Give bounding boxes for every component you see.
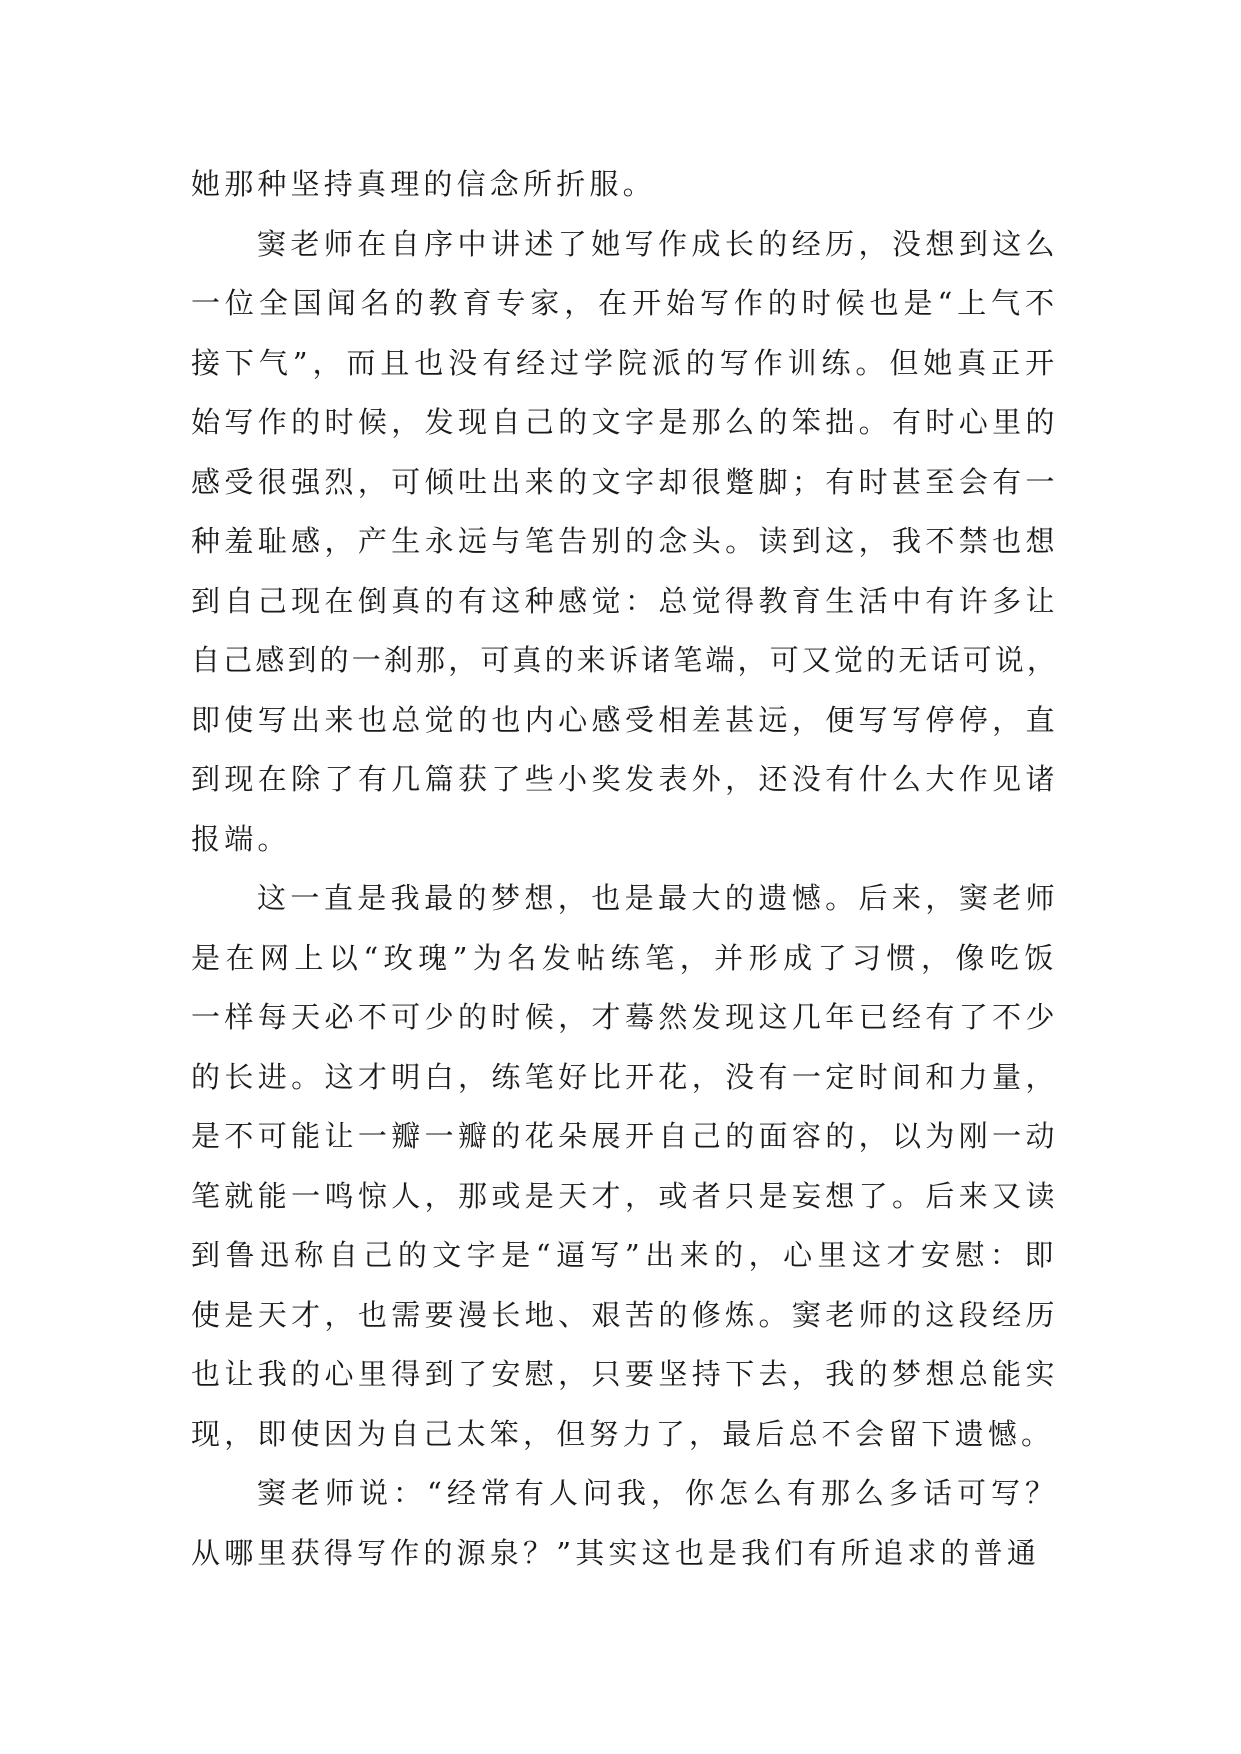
- text-line: 即使写出来也总觉的也内心感受相差甚远，便写写停停，直: [191, 702, 1059, 737]
- text-line: 笔就能一鸣惊人，那或是天才，或者只是妄想了。后来又读: [191, 1178, 1059, 1213]
- text-line: 是在网上以“玫瑰”为名发帖练笔，并形成了习惯，像吃饭: [191, 940, 1059, 975]
- text-line: 的长进。这才明白，练笔好比开花，没有一定时间和力量，: [191, 1059, 1059, 1094]
- text-line: 接下气”，而且也没有经过学院派的写作训练。但她真正开: [191, 345, 1060, 380]
- text-line: 一位全国闻名的教育专家，在开始写作的时候也是“上气不: [191, 286, 1060, 320]
- text-line: 是不可能让一瓣一瓣的花朵展开自己的面容的，以为刚一动: [191, 1119, 1059, 1153]
- body-text: [191, 155, 1059, 1583]
- text-line: 报端。: [191, 821, 291, 856]
- text-line: 从哪里获得写作的源泉？”其实这也是我们有所追求的普通: [191, 1535, 1041, 1570]
- paragraph-first-line: 窦老师说：“经常有人问我，你怎么有那么多话可写？: [257, 1476, 1060, 1510]
- text-line: 也让我的心里得到了安慰，只要坚持下去，我的梦想总能实: [191, 1357, 1059, 1391]
- text-line: 到鲁迅称自己的文字是“逼写”出来的，心里这才安慰：即: [191, 1238, 1059, 1272]
- text-line: 现，即使因为自己太笨，但努力了，最后总不会留下遗憾。: [191, 1416, 1055, 1451]
- paragraph-first-line: 窦老师在自序中讲述了她写作成长的经历，没想到这么: [257, 226, 1060, 261]
- text-line: 种羞耻感，产生永远与笔告别的念头。读到这，我不禁也想: [191, 524, 1059, 558]
- text-line: 到现在除了有几篇获了些小奖发表外，还没有什么大作见诸: [191, 762, 1059, 796]
- text-line: 感受很强烈，可倾吐出来的文字却很蹩脚；有时甚至会有一: [191, 464, 1059, 499]
- paragraph-first-line: 这一直是我最的梦想，也是最大的遗憾。后来，窦老师: [257, 881, 1060, 915]
- text-line: 使是天才，也需要漫长地、艰苦的修炼。窦老师的这段经历: [191, 1297, 1059, 1332]
- text-line: 她那种坚持真理的信念所折服。: [191, 167, 656, 201]
- text-line: 始写作的时候，发现自己的文字是那么的笨拙。有时心里的: [191, 405, 1059, 439]
- text-line: 一样每天必不可少的时候，才蓦然发现这几年已经有了不少: [191, 1000, 1059, 1034]
- text-line: 自己感到的一刹那，可真的来诉诸笔端，可又觉的无话可说，: [191, 643, 1060, 677]
- text-line: 到自己现在倒真的有这种感觉：总觉得教育生活中有许多让: [191, 583, 1059, 618]
